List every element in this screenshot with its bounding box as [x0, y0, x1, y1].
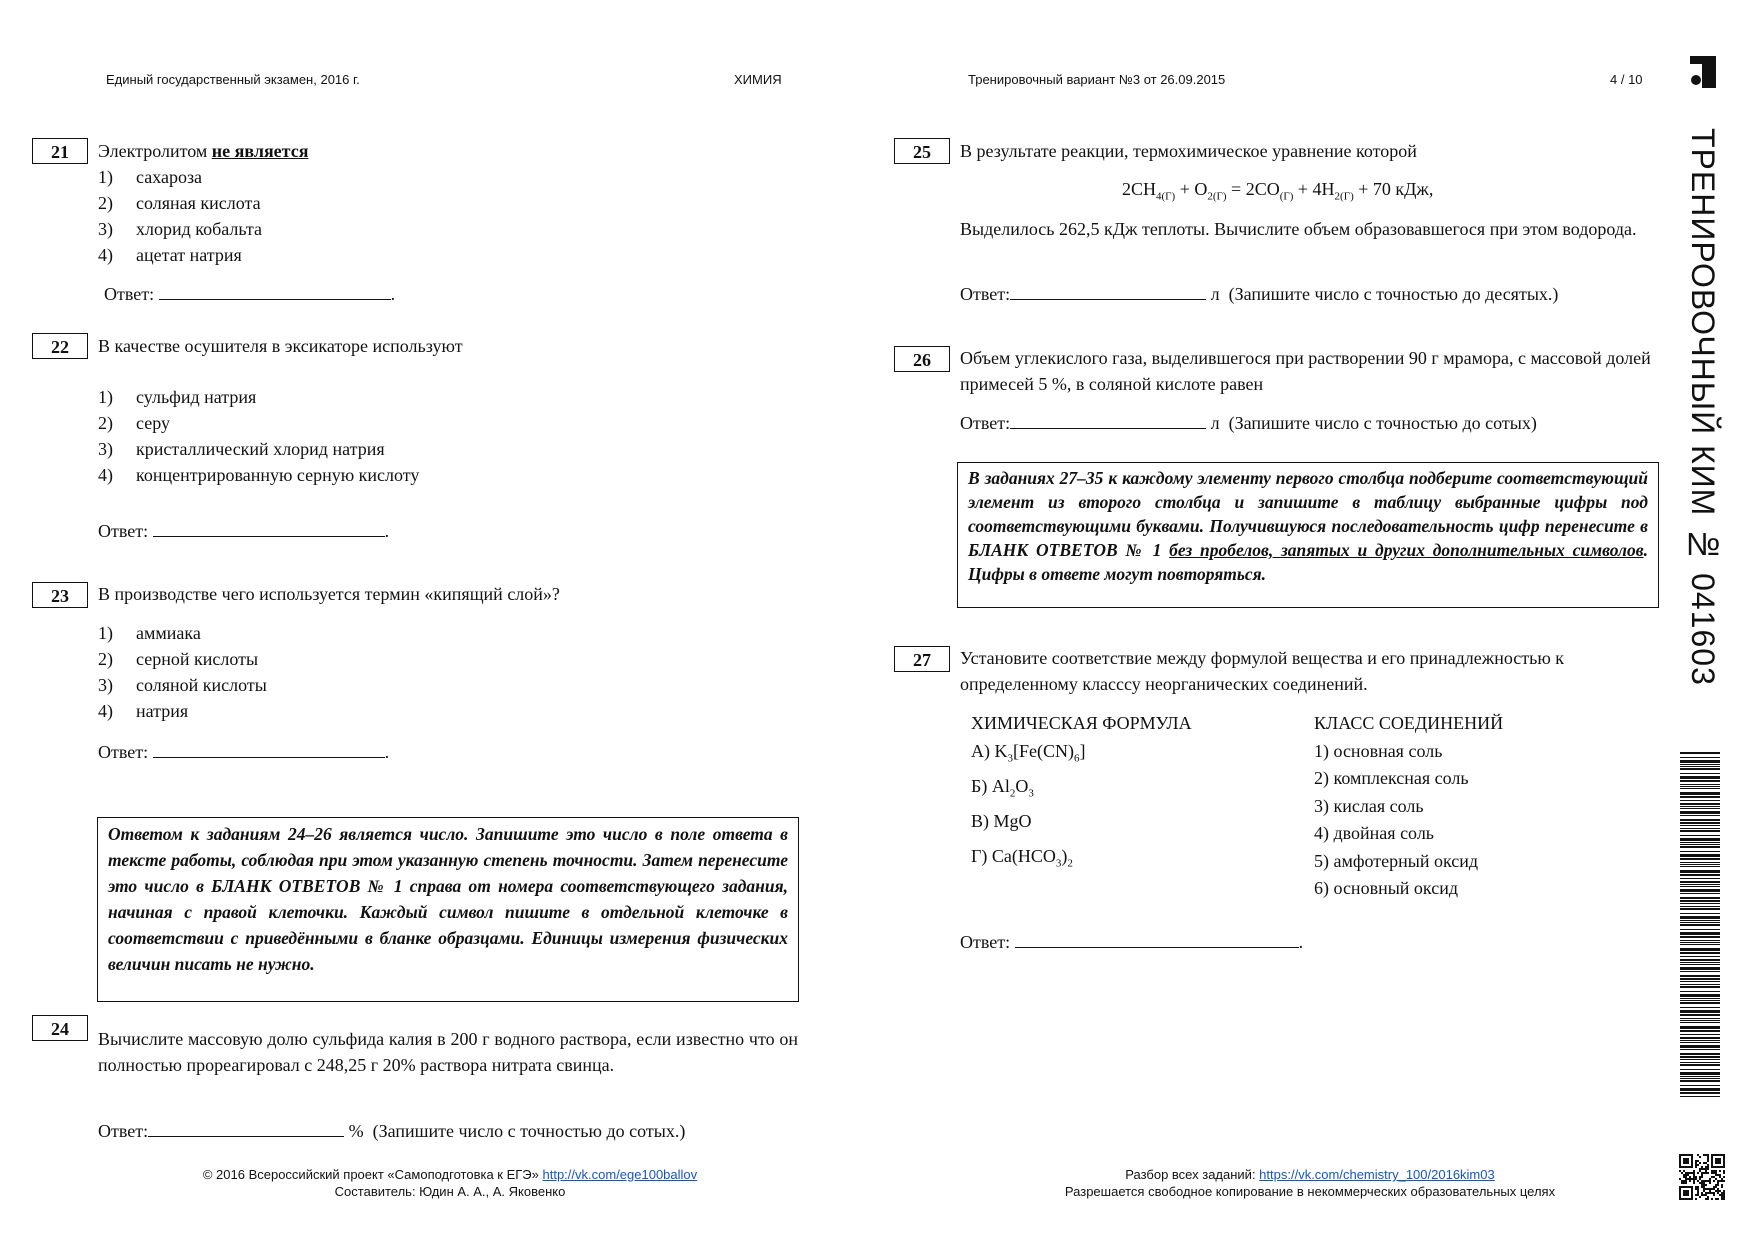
task-25-answer[interactable]: Ответ: л (Запишите число с точностью до десятых.) [960, 284, 1559, 304]
task-23-option-3: 3) соляной кислоты [98, 675, 267, 695]
class-item-2: 2) комплексная соль [1314, 768, 1469, 788]
task-number-23: 23 [32, 582, 88, 608]
task-23-option-1: 1) аммиака [98, 623, 201, 643]
class-item-3: 3) кислая соль [1314, 795, 1424, 816]
task-22-text: В качестве осушителя в эксикаторе используют [98, 336, 463, 356]
header-exam: Единый государственный экзамен, 2016 г. [106, 72, 360, 87]
task-21-option-1: 1) сахароза [98, 167, 203, 187]
corner-marker-icon [1690, 56, 1716, 88]
footer-right-link[interactable]: https://vk.com/chemistry_100/2016kim03 [1259, 1167, 1495, 1182]
formula-b: Б) $Al_2O_3$ [971, 775, 1034, 800]
task-23-answer[interactable]: Ответ: . [98, 742, 390, 762]
header-page: 4 / 10 [1610, 72, 1643, 87]
task-26-text: Объем углекислого газа, выделившегося при растворении 90 г мрамора, с массовой долей примесей 5 %, в соляной кислоте равен [960, 348, 1651, 394]
task-24-answer[interactable]: Ответ: % (Запишите число с точностью до сотых.) [98, 1121, 686, 1141]
task-22-option-2: 2) серу [98, 413, 170, 433]
formula-g: Г) $Ca(HCO_3)_2$ [971, 845, 1073, 870]
class-item-1: 1) основная соль [1314, 740, 1443, 761]
task-number-21: 21 [32, 138, 88, 164]
task-25-equation: $2CH_{4(Г)} + O_{2(Г)} = 2CO_{(Г)} + 4H_{2(Г)} + 70$ кДж, [1122, 179, 1434, 203]
formula-v: В) MgO [971, 810, 1032, 831]
footer-left-line1: © 2016 Всероссийский проект «Самоподготовка к ЕГЭ» http://vk.com/ege100ballov [202, 1167, 698, 1182]
class-item-5: 5) амфотерный оксид [1314, 850, 1479, 871]
barcode-icon [1680, 752, 1720, 1097]
task-21-option-3: 3) хлорид кобальта [98, 219, 262, 239]
side-title: ТРЕНИРОВОЧНЫЙ КИМ № 041603 [1685, 128, 1721, 686]
footer-left-link[interactable]: http://vk.com/ege100ballov [542, 1167, 698, 1182]
task-26-answer[interactable]: Ответ: л (Запишите число с точностью до сотых) [960, 413, 1537, 433]
task-23-text: В производстве чего используется термин «кипящий слой»? [98, 584, 560, 604]
task-number-25: 25 [894, 138, 950, 164]
footer-left-line2: Составитель: Юдин А. А., А. Яковенко [334, 1184, 566, 1199]
task-27-classes [1314, 710, 1503, 903]
task-21-text: Электролитом не является [98, 141, 309, 161]
class-item-6: 6) основный оксид [1314, 878, 1458, 898]
task-21-option-4: 4) ацетат натрия [98, 245, 242, 265]
task-27-formulas [971, 710, 1192, 878]
task-25-text: В результате реакции, термохимическое уравнение которой [960, 141, 1417, 161]
footer-left [120, 1166, 780, 1200]
footer-right-line2: Разрешается свободное копирование в некоммерческих образовательных целях [1064, 1184, 1556, 1199]
task-number-22: 22 [32, 333, 88, 359]
qr-code-icon [1679, 1154, 1725, 1200]
task-22-option-3: 3) кристаллический хлорид натрия [98, 439, 385, 459]
footer-right [990, 1166, 1630, 1200]
task-22-answer[interactable]: Ответ: . [98, 521, 390, 541]
formula-a: А) $K_3[Fe(CN)_6]$ [971, 740, 1086, 765]
task-22-option-1: 1) сульфид натрия [98, 387, 257, 407]
task-21-option-2: 2) соляная кислота [98, 193, 261, 213]
task-22-option-4: 4) концентрированную серную кислоту [98, 465, 420, 485]
formula-column-header: ХИМИЧЕСКАЯ ФОРМУЛА [971, 713, 1192, 733]
task-27-text: Установите соответствие между формулой вещества и его принадлежностью к определенному класссу неорганических соединений. [960, 648, 1565, 694]
class-item-4: 4) двойная соль [1314, 823, 1435, 843]
footer-right-line1: Разбор всех заданий: https://vk.com/chemistry_100/2016kim03 [1125, 1167, 1495, 1182]
task-23-option-4: 4) натрия [98, 701, 189, 721]
task-27-answer[interactable]: Ответ: . [960, 932, 1304, 952]
task-23-option-2: 2) серной кислоты [98, 649, 259, 669]
class-column-header: КЛАСС СОЕДИНЕНИЙ [1314, 713, 1504, 733]
task-24-text: Вычислите массовую долю сульфида калия в 200 г водного раствора, если известно что он полностью прореагировал с 248,25 г 20% раствора нитрата свинца. [98, 1029, 798, 1075]
instruction-box-27-35: В заданиях 27–35 к каждому элементу первого столбца подберите соответствующий элемент из второго столбца и запишите в таблицу выбранные цифры под соответствующими буквами. Получившуюся последовательность цифр перенесите в БЛАНК ОТВЕТОВ № 1 без пробелов, запятых и других дополнительных символов. Цифры в ответе могут повторяться. [957, 462, 1659, 608]
header-subject: ХИМИЯ [734, 72, 782, 87]
task-number-26: 26 [894, 346, 950, 372]
task-21-answer[interactable]: Ответ: . [104, 284, 396, 304]
task-number-27: 27 [894, 646, 950, 672]
header-variant: Тренировочный вариант №3 от 26.09.2015 [968, 72, 1226, 87]
task-number-24: 24 [32, 1015, 88, 1041]
instruction-box-24-26: Ответом к заданиям 24–26 является число. Запишите это число в поле ответа в тексте работы, соблюдая при этом указанную степень точности. Затем перенесите это число в БЛАНК ОТВЕТОВ № 1 справа от номера соответствующего задания, начиная с правой клеточки. Каждый символ пишите в отдельной клеточке в соответствии с приведёнными в бланке образцами. Единицы измерения физических величин писать не нужно. [97, 817, 799, 1002]
task-25-text-2: Выделилось 262,5 кДж теплоты. Вычислите объем образовавшегося при этом водорода. [960, 219, 1637, 239]
